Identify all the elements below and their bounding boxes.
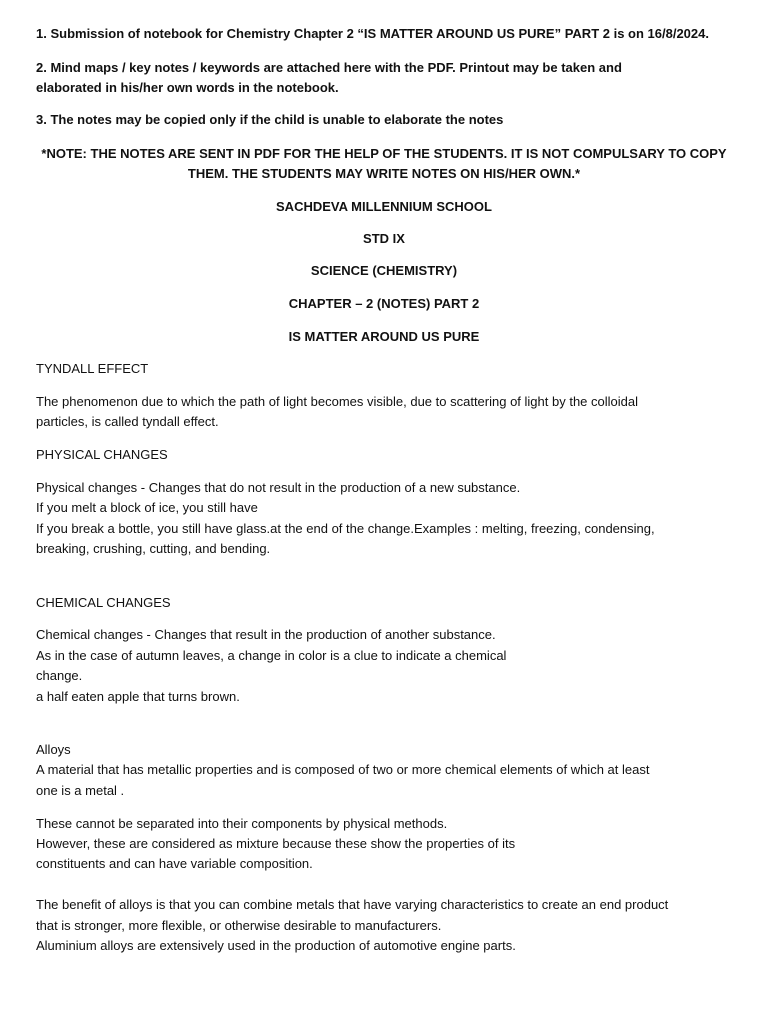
tyndall-text-line-2: particles, is called tyndall effect. (36, 414, 219, 429)
subject-title: SCIENCE (CHEMISTRY) (310, 263, 458, 278)
alloys-text-line-3: These cannot be separated into their components by physical methods. (36, 816, 448, 831)
chemical-text-line-2: As in the case of autumn leaves, a change in color is a clue to indicate a chemical (36, 648, 507, 663)
alloys-text-line-8: Aluminium alloys are extensively used in the production of automotive engine parts. (36, 938, 516, 953)
physical-text-line-3: If you break a bottle, you still have glass.at the end of the change.Examples : melting, freezing, condensing, (36, 521, 655, 536)
chapter-title: IS MATTER AROUND US PURE (288, 329, 480, 344)
note-line-1: *NOTE: THE NOTES ARE SENT IN PDF FOR THE HELP OF THE STUDENTS. IT IS NOT COMPULSARY TO COPY (41, 146, 727, 161)
alloys-text-line-4: However, these are considered as mixture because these show the properties of its (36, 836, 516, 851)
physical-heading: PHYSICAL CHANGES (36, 447, 168, 462)
physical-text-line-4: breaking, crushing, cutting, and bending. (36, 541, 271, 556)
school-name: SACHDEVA MILLENNIUM SCHOOL (276, 199, 492, 214)
alloys-heading: Alloys (36, 742, 71, 757)
instruction-1: 1. Submission of notebook for Chemistry Chapter 2 “IS MATTER AROUND US PURE” PART 2 is on 16/8/2024. (36, 26, 709, 41)
chemical-text-line-1: Chemical changes - Changes that result in the production of another substance. (36, 627, 496, 642)
tyndall-text-line-1: The phenomenon due to which the path of light becomes visible, due to scattering of light by the colloidal (36, 394, 638, 409)
alloys-text-line-6: The benefit of alloys is that you can combine metals that have varying characteristics to create an end product (36, 897, 669, 912)
chapter-number: CHAPTER – 2 (NOTES) PART 2 (288, 296, 480, 311)
tyndall-heading: TYNDALL EFFECT (36, 361, 149, 376)
alloys-text-line-5: constituents and can have variable composition. (36, 856, 313, 871)
chemical-text-line-3: change. (36, 668, 83, 683)
instruction-2-line-2: elaborated in his/her own words in the notebook. (36, 80, 339, 95)
chemical-heading: CHEMICAL CHANGES (36, 595, 171, 610)
alloys-text-line-2: one is a metal . (36, 783, 125, 798)
physical-text-line-1: Physical changes - Changes that do not result in the production of a new substance. (36, 480, 521, 495)
note-line-2: THEM. THE STUDENTS MAY WRITE NOTES ON HIS/HER OWN.* (187, 166, 581, 181)
physical-text-line-2: If you melt a block of ice, you still have (36, 500, 258, 515)
instruction-2-line-1: 2. Mind maps / key notes / keywords are attached here with the PDF. Printout may be taken and (36, 60, 622, 75)
alloys-text-line-1: A material that has metallic properties and is composed of two or more chemical elements of which at least (36, 762, 650, 777)
class-standard: STD IX (363, 231, 405, 246)
chemical-text-line-4: a half eaten apple that turns brown. (36, 689, 240, 704)
instruction-3: 3. The notes may be copied only if the child is unable to elaborate the notes (36, 112, 504, 127)
alloys-text-line-7: that is stronger, more flexible, or otherwise desirable to manufacturers. (36, 918, 442, 933)
